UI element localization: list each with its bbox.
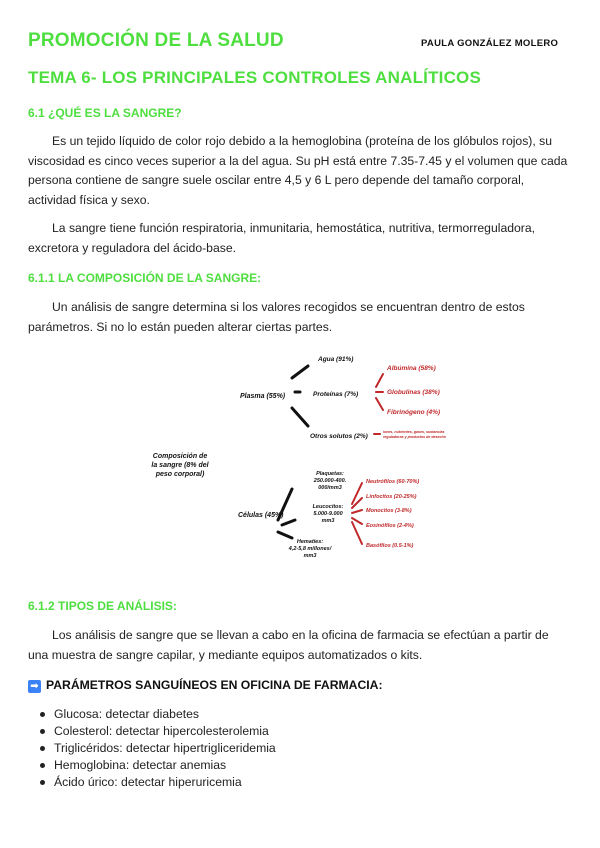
leucocitos-line-2: 5.000-9.000 [313,511,343,517]
root-line-3: peso corporal) [155,471,205,478]
bullet-icon [40,729,45,734]
section-61-paragraph-1: Es un tejido líquido de color rojo debido a la hemoglobina (proteína de los glóbulos rojos), su viscosidad es cinco veces superior a la del agua. Su pH está entre 7.35-7.45 y el volumen que cada persona contiene de sangre suele oscilar entre 4,5 y 6 L pero depende del tamaño corporal, actividad física y sexo. [28,134,568,207]
bullet-icon [40,780,45,785]
section-611-heading: 6.1.1 LA COMPOSICIÓN DE LA SANGRE: [28,271,262,285]
section-612-paragraph: Los análisis de sangre que se llevan a cabo en la oficina de farmacia se efectúan a partir de una muestra de sangre capilar, y mediante equipos automatizados o kits. [28,628,549,662]
list-item-text: Ácido úrico: detectar hiperuricemia [54,775,242,789]
list-item-text: Glucosa: detectar diabetes [54,707,199,721]
list-item [40,757,276,774]
bullet-icon [40,763,45,768]
plasma-label: Plasma (55%) [240,393,286,400]
leucocitos-line-1: Leucocitos: [312,504,344,510]
proteinas-label: Proteínas (7%) [313,391,359,398]
list-item-text: Triglicéridos: detectar hipertrigliceridemia [54,741,276,755]
celulas-label: Células (45%) [238,512,284,519]
list-item [40,723,276,740]
hematies-line-3: mm3 [303,553,317,559]
linfocitos-label: Linfocitos (20-25%) [366,494,417,500]
parametros-heading: PARÁMETROS SANGUÍNEOS EN OFICINA DE FARMACIA: [46,678,383,692]
author-name: PAULA GONZÁLEZ MOLERO [421,38,559,49]
leucocitos-label [313,504,344,524]
neutrofilos-label: Neutrófilos (60-70%) [366,479,420,485]
bullet-icon [40,746,45,751]
section-612-heading: 6.1.2 TIPOS DE ANÁLISIS: [28,599,177,613]
monocitos-label: Monocitos (3-8%) [366,508,412,514]
document-title: PROMOCIÓN DE LA SALUD [28,30,284,51]
basofilos-label: Basófilos (0.5-1%) [366,543,414,549]
blood-composition-diagram [130,350,480,575]
plaquetas-line-2: 250.000-400. [313,478,347,484]
section-61-heading: 6.1 ¿QUÉ ES LA SANGRE? [28,106,182,120]
list-item [40,774,276,791]
section-61-paragraph-2: La sangre tiene función respiratoria, inmunitaria, hemostática, nutritiva, termorreguladora, excretora y reguladora del ácido-base. [28,221,536,255]
parametros-list [40,706,276,791]
otros-detail-line-1: iones, nutrientes, gases, sustancias [383,430,445,434]
albumina-label: Albúmina (58%) [387,365,436,372]
list-item-text: Hemoglobina: detectar anemias [54,758,227,772]
eosinofilos-label: Eosinófilos (2-4%) [366,523,414,529]
diagram-red-connectors [352,374,383,544]
list-item [40,740,276,757]
diagram-root-label [151,453,209,478]
section-611-paragraph: Un análisis de sangre determina si los valores recogidos se encuentran dentro de estos parámetros. Si no lo están pueden alterar ciertas partes. [28,300,525,334]
otros-detail-line-2: reguladoras y productos de desecho [383,435,446,439]
root-line-2: la sangre (8% del [151,462,209,469]
plaquetas-line-1: Plaquetas: [316,471,344,477]
arrow-right-icon: ➡ [28,680,41,693]
fibrinogeno-label: Fibrinógeno (4%) [387,409,441,416]
hematies-line-1: Hematíes: [296,539,324,545]
otros-solutos-label: Otros solutos (2%) [310,433,368,440]
tema-heading: TEMA 6- LOS PRINCIPALES CONTROLES ANALÍTICOS [28,68,482,87]
plaquetas-label [313,471,347,491]
hematies-label [288,539,333,559]
leucocitos-line-3: mm3 [321,518,335,524]
hematies-line-2: 4,2-5,8 millones/ [288,546,332,552]
agua-label: Agua (91%) [318,356,354,363]
list-item-text: Colesterol: detectar hipercolesterolemia [54,724,269,738]
globulinas-label: Globulinas (38%) [387,389,440,396]
root-line-1: Composición de [152,453,208,460]
list-item [40,706,276,723]
bullet-icon [40,712,45,717]
plaquetas-line-3: 000/mm3 [318,485,342,491]
